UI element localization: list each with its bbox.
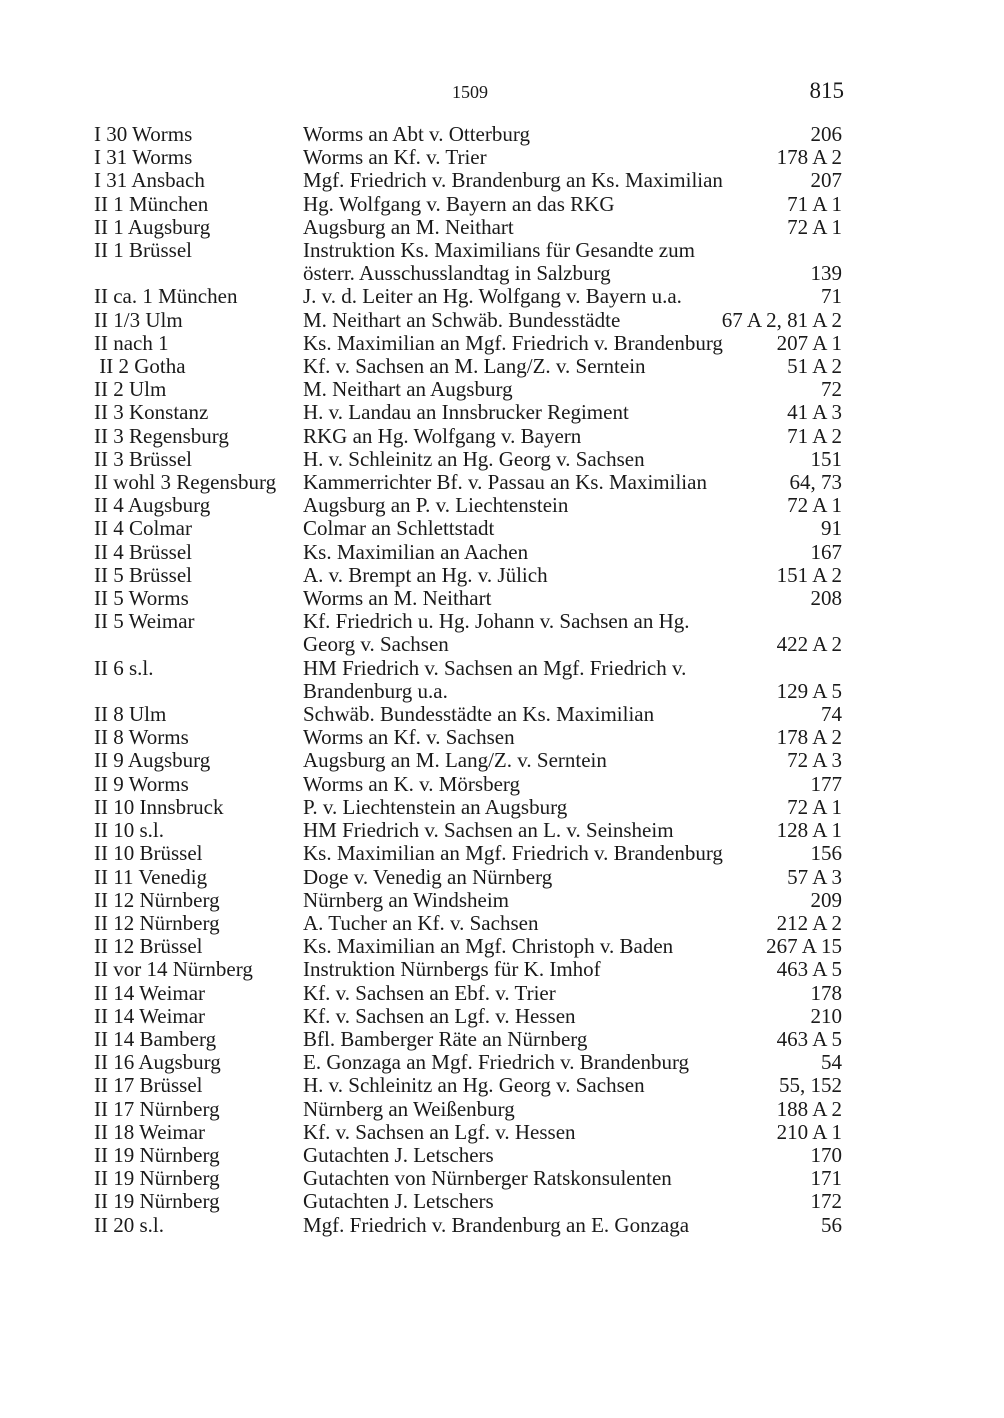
entry-date-place: II 16 Augsburg <box>94 1050 221 1075</box>
entry-date-place: II 3 Regensburg <box>94 423 229 448</box>
list-item <box>94 866 842 889</box>
entry-page-ref: 151 A 2 <box>776 562 842 587</box>
entry-text: M. Neithart an Schwäb. Bundesstädte <box>303 307 621 332</box>
entry-text: Bfl. Bamberger Räte an Nürnberg <box>303 1026 588 1051</box>
entry-text: Ks. Maximilian an Mgf. Friedrich v. Brandenburg <box>303 841 723 866</box>
list-item <box>94 796 842 819</box>
list-item <box>94 1028 842 1051</box>
entry-description <box>303 958 842 981</box>
entry-date-place: II 1 München <box>94 191 209 216</box>
entry-date-place: I 31 Worms <box>94 145 193 170</box>
entry-page-ref: 71 A 2 <box>787 423 842 448</box>
entry-description <box>303 425 842 448</box>
list-item <box>94 239 842 285</box>
entry-description <box>303 587 842 610</box>
entry-page-ref: 64, 73 <box>789 470 842 495</box>
entry-page-ref: 463 A 5 <box>776 1026 842 1051</box>
entry-page-ref: 74 <box>821 702 842 727</box>
entry-description <box>303 239 842 285</box>
entry-description <box>303 564 842 587</box>
entry-description <box>303 1121 842 1144</box>
entry-page-ref: 178 A 2 <box>776 145 842 170</box>
entry-date-place: II wohl 3 Regensburg <box>94 470 277 495</box>
entry-date-place: II vor 14 Nürnberg <box>94 957 253 982</box>
letter-index-list <box>94 123 842 1237</box>
entry-description <box>303 1167 842 1190</box>
entry-date-place: II 5 Brüssel <box>94 562 192 587</box>
entry-text: Worms an K. v. Mörsberg <box>303 771 521 796</box>
entry-text: Kf. v. Sachsen an Ebf. v. Trier <box>303 980 556 1005</box>
entry-description <box>303 332 842 355</box>
entry-date-place: II 6 s.l. <box>94 655 154 680</box>
running-header-year: 1509 <box>452 82 488 102</box>
entry-description <box>303 610 842 656</box>
entry-description <box>303 216 842 239</box>
entry-text: Doge v. Venedig an Nürnberg <box>303 864 553 889</box>
entry-description <box>303 1005 842 1028</box>
list-item <box>94 1214 842 1237</box>
entry-text: A. v. Brempt an Hg. v. Jülich <box>303 562 548 587</box>
entry-text: Kf. v. Sachsen an Lgf. v. Hessen <box>303 1003 576 1028</box>
entry-text: Worms an M. Neithart <box>303 586 492 611</box>
list-item <box>94 378 842 401</box>
entry-text: Kf. v. Sachsen an M. Lang/Z. v. Serntein <box>303 354 646 379</box>
entry-text: H. v. Schleinitz an Hg. Georg v. Sachsen <box>303 1073 645 1098</box>
entry-text: Instruktion Ks. Maximilians für Gesandte zum <box>303 238 695 263</box>
entry-page-ref: 72 A 3 <box>787 748 842 773</box>
entry-text: HM Friedrich v. Sachsen an Mgf. Friedrich v. <box>303 655 687 680</box>
entry-text: Kammerrichter Bf. v. Passau an Ks. Maximilian <box>303 470 707 495</box>
entry-text: Ks. Maximilian an Aachen <box>303 539 529 564</box>
entry-date-place: II 3 Konstanz <box>94 400 209 425</box>
entry-description <box>303 169 842 192</box>
entry-date-place: II 19 Nürnberg <box>94 1189 220 1214</box>
list-item <box>94 517 842 540</box>
entry-page-ref: 151 <box>810 446 842 471</box>
entry-text: Nürnberg an Weißenburg <box>303 1096 515 1121</box>
entry-description <box>303 1144 842 1167</box>
entry-description <box>303 541 842 564</box>
entry-date-place: II 5 Weimar <box>94 609 195 634</box>
entry-description <box>303 355 842 378</box>
entry-text: Augsburg an P. v. Liechtenstein <box>303 493 569 518</box>
entry-date-place: II 17 Nürnberg <box>94 1096 220 1121</box>
entry-description <box>303 935 842 958</box>
entry-date-place: II nach 1 <box>94 330 169 355</box>
entry-date-place: II 17 Brüssel <box>94 1073 203 1098</box>
entry-date-place: II 4 Brüssel <box>94 539 192 564</box>
list-item <box>94 425 842 448</box>
list-item <box>94 1051 842 1074</box>
entry-text: HM Friedrich v. Sachsen an L. v. Seinsheim <box>303 818 674 843</box>
entry-text: RKG an Hg. Wolfgang v. Bayern <box>303 423 582 448</box>
entry-page-ref: 207 A 1 <box>776 330 842 355</box>
entry-text: Gutachten von Nürnberger Ratskonsulenten <box>303 1166 672 1191</box>
list-item <box>94 935 842 958</box>
list-item <box>94 889 842 912</box>
entry-text: Mgf. Friedrich v. Brandenburg an Ks. Maximilian <box>303 168 723 193</box>
entry-page-ref: 57 A 3 <box>787 864 842 889</box>
entry-page-ref: 206 <box>810 122 842 146</box>
entry-page-ref: 91 <box>821 516 842 541</box>
entry-page-ref: 167 <box>810 539 842 564</box>
entry-page-ref: 51 A 2 <box>787 354 842 379</box>
entry-text: E. Gonzaga an Mgf. Friedrich v. Brandenburg <box>303 1050 690 1075</box>
entry-page-ref: 41 A 3 <box>787 400 842 425</box>
entry-page-ref: 72 A 1 <box>787 214 842 239</box>
entry-text: Georg v. Sachsen <box>303 632 449 657</box>
list-item <box>94 749 842 772</box>
list-item <box>94 657 842 703</box>
entry-description <box>303 494 842 517</box>
list-item <box>94 819 842 842</box>
list-item <box>94 773 842 796</box>
list-item <box>94 1121 842 1144</box>
entry-date-place: II 14 Bamberg <box>94 1026 217 1051</box>
entry-text: Kf. v. Sachsen an Lgf. v. Hessen <box>303 1119 576 1144</box>
entry-page-ref: 72 A 1 <box>787 493 842 518</box>
entry-description <box>303 401 842 424</box>
entry-text: Worms an Abt v. Otterburg <box>303 122 530 146</box>
entry-date-place: II 2 Gotha <box>94 354 186 379</box>
entry-text: Colmar an Schlettstadt <box>303 516 495 541</box>
list-item <box>94 1005 842 1028</box>
entry-description <box>303 378 842 401</box>
entry-text: Nürnberg an Windsheim <box>303 887 510 912</box>
entry-page-ref: 178 <box>810 980 842 1005</box>
list-item <box>94 1190 842 1213</box>
entry-date-place: II 2 Ulm <box>94 377 167 402</box>
entry-description <box>303 309 842 332</box>
entry-description <box>303 866 842 889</box>
entry-text: Instruktion Nürnbergs für K. Imhof <box>303 957 601 982</box>
list-item <box>94 912 842 935</box>
entry-description <box>303 657 842 703</box>
entry-page-ref: 139 <box>810 261 842 286</box>
entry-page-ref: 55, 152 <box>779 1073 842 1098</box>
entry-text: Gutachten J. Letschers <box>303 1189 494 1214</box>
entry-date-place: II 1 Brüssel <box>94 238 192 263</box>
entry-date-place: II 1 Augsburg <box>94 214 211 239</box>
list-item <box>94 471 842 494</box>
entry-page-ref: 463 A 5 <box>776 957 842 982</box>
entry-text: P. v. Liechtenstein an Augsburg <box>303 794 568 819</box>
list-item <box>94 123 842 146</box>
entry-page-ref: 54 <box>821 1050 842 1075</box>
entry-date-place: II 1/3 Ulm <box>94 307 183 332</box>
entry-date-place: II 10 Brüssel <box>94 841 203 866</box>
entry-text: Augsburg an M. Neithart <box>303 214 514 239</box>
page-number: 815 <box>809 78 844 103</box>
entry-text: J. v. d. Leiter an Hg. Wolfgang v. Bayern u.a. <box>303 284 682 309</box>
list-item <box>94 193 842 216</box>
list-item <box>94 309 842 332</box>
list-item <box>94 169 842 192</box>
entry-page-ref: 72 <box>821 377 842 402</box>
entry-text: Schwäb. Bundesstädte an Ks. Maximilian <box>303 702 655 727</box>
entry-date-place: II 14 Weimar <box>94 980 206 1005</box>
entry-text: H. v. Schleinitz an Hg. Georg v. Sachsen <box>303 446 645 471</box>
entry-page-ref: 209 <box>810 887 842 912</box>
entry-page-ref: 71 A 1 <box>787 191 842 216</box>
list-item <box>94 541 842 564</box>
entry-date-place: II 8 Ulm <box>94 702 167 727</box>
entry-text: A. Tucher an Kf. v. Sachsen <box>303 910 539 935</box>
entry-page-ref: 67 A 2, 81 A 2 <box>721 307 842 332</box>
entry-page-ref: 170 <box>810 1142 842 1167</box>
entry-page-ref: 207 <box>810 168 842 193</box>
entry-text: Worms an Kf. v. Trier <box>303 145 487 170</box>
entry-page-ref: 128 A 1 <box>776 818 842 843</box>
entry-text: Kf. Friedrich u. Hg. Johann v. Sachsen an Hg. <box>303 609 690 634</box>
list-item <box>94 703 842 726</box>
list-item <box>94 448 842 471</box>
entry-text: österr. Ausschusslandtag in Salzburg <box>303 261 611 286</box>
list-item <box>94 982 842 1005</box>
entry-text: Ks. Maximilian an Mgf. Christoph v. Baden <box>303 934 674 959</box>
entry-page-ref: 212 A 2 <box>776 910 842 935</box>
entry-description <box>303 285 842 308</box>
entry-text: Gutachten J. Letschers <box>303 1142 494 1167</box>
entry-date-place: II 20 s.l. <box>94 1212 164 1237</box>
list-item <box>94 726 842 749</box>
entry-date-place: II 14 Weimar <box>94 1003 206 1028</box>
list-item <box>94 564 842 587</box>
entry-page-ref: 71 <box>821 284 842 309</box>
list-item <box>94 587 842 610</box>
entry-text: Worms an Kf. v. Sachsen <box>303 725 515 750</box>
entry-description <box>303 1098 842 1121</box>
list-item <box>94 285 842 308</box>
entry-date-place: II 4 Colmar <box>94 516 192 541</box>
entry-date-place: II 10 Innsbruck <box>94 794 224 819</box>
entry-date-place: II 3 Brüssel <box>94 446 192 471</box>
entry-description <box>303 471 842 494</box>
entry-page-ref: 267 A 15 <box>766 934 842 959</box>
entry-date-place: II 12 Brüssel <box>94 934 203 959</box>
list-item <box>94 842 842 865</box>
entry-description <box>303 796 842 819</box>
entry-text: H. v. Landau an Innsbrucker Regiment <box>303 400 629 425</box>
entry-page-ref: 56 <box>821 1212 842 1237</box>
entry-page-ref: 208 <box>810 586 842 611</box>
list-item <box>94 494 842 517</box>
entry-description <box>303 1214 842 1237</box>
entry-description <box>303 1074 842 1097</box>
entry-description <box>303 193 842 216</box>
entry-description <box>303 146 842 169</box>
entry-page-ref: 171 <box>810 1166 842 1191</box>
list-item <box>94 401 842 424</box>
entry-page-ref: 177 <box>810 771 842 796</box>
entry-page-ref: 210 A 1 <box>776 1119 842 1144</box>
entry-description <box>303 517 842 540</box>
entry-page-ref: 156 <box>810 841 842 866</box>
entry-description <box>303 123 842 146</box>
list-item <box>94 1167 842 1190</box>
entry-page-ref: 210 <box>810 1003 842 1028</box>
entry-page-ref: 188 A 2 <box>776 1096 842 1121</box>
list-item <box>94 146 842 169</box>
entry-text: M. Neithart an Augsburg <box>303 377 513 402</box>
list-item <box>94 1074 842 1097</box>
entry-text: Augsburg an M. Lang/Z. v. Serntein <box>303 748 607 773</box>
entry-description <box>303 842 842 865</box>
list-item <box>94 355 842 378</box>
entry-description <box>303 448 842 471</box>
entry-description <box>303 889 842 912</box>
entry-date-place: I 30 Worms <box>94 122 193 146</box>
entry-description <box>303 912 842 935</box>
entry-date-place: II 19 Nürnberg <box>94 1142 220 1167</box>
list-item <box>94 1144 842 1167</box>
entry-description <box>303 1028 842 1051</box>
list-item <box>94 610 842 656</box>
entry-date-place: II 18 Weimar <box>94 1119 206 1144</box>
entry-page-ref: 178 A 2 <box>776 725 842 750</box>
entry-date-place: II 5 Worms <box>94 586 189 611</box>
entry-description <box>303 982 842 1005</box>
entry-date-place: II 9 Augsburg <box>94 748 211 773</box>
entry-date-place: I 31 Ansbach <box>94 168 205 193</box>
entry-text: Brandenburg u.a. <box>303 678 448 703</box>
entry-date-place: II 12 Nürnberg <box>94 910 220 935</box>
entry-text: Ks. Maximilian an Mgf. Friedrich v. Brandenburg <box>303 330 723 355</box>
entry-date-place: II 9 Worms <box>94 771 189 796</box>
entry-text: Hg. Wolfgang v. Bayern an das RKG <box>303 191 615 216</box>
list-item <box>94 1098 842 1121</box>
entry-page-ref: 129 A 5 <box>776 678 842 703</box>
entry-date-place: II 10 s.l. <box>94 818 164 843</box>
list-item <box>94 216 842 239</box>
entry-date-place: II 11 Venedig <box>94 864 208 889</box>
entry-description <box>303 726 842 749</box>
entry-description <box>303 1051 842 1074</box>
entry-date-place: II 12 Nürnberg <box>94 887 220 912</box>
entry-date-place: II 4 Augsburg <box>94 493 211 518</box>
entry-page-ref: 422 A 2 <box>776 632 842 657</box>
entry-description <box>303 773 842 796</box>
entry-date-place: II ca. 1 München <box>94 284 238 309</box>
entry-description <box>303 749 842 772</box>
entry-page-ref: 72 A 1 <box>787 794 842 819</box>
entry-date-place: II 8 Worms <box>94 725 189 750</box>
entry-description <box>303 703 842 726</box>
entry-date-place: II 19 Nürnberg <box>94 1166 220 1191</box>
entry-description <box>303 1190 842 1213</box>
entry-text: Mgf. Friedrich v. Brandenburg an E. Gonzaga <box>303 1212 690 1237</box>
list-item <box>94 332 842 355</box>
list-item <box>94 958 842 981</box>
entry-page-ref: 172 <box>810 1189 842 1214</box>
entry-description <box>303 819 842 842</box>
